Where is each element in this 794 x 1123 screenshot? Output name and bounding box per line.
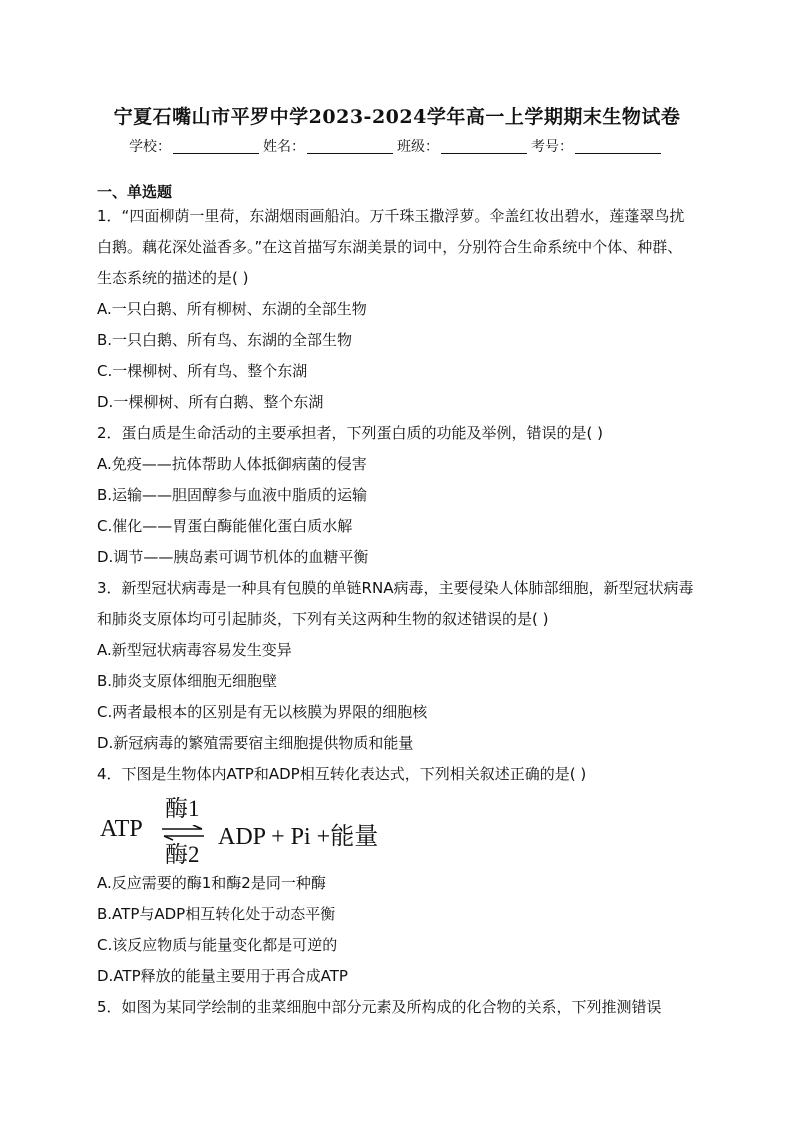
student-info-line — [0, 136, 794, 156]
question-4-stem: 4．下图是生物体内ATP和ADP相互转化表达式，下列相关叙述正确的是( ) — [97, 765, 587, 783]
question-1-option-b: B.一只白鹅、所有鸟、东湖的全部生物 — [97, 331, 353, 349]
name-label: 姓名： — [263, 139, 305, 155]
class-blank — [441, 139, 527, 154]
school-blank — [173, 139, 259, 154]
name-blank — [307, 139, 393, 154]
question-4-option-b: B.ATP与ADP相互转化处于动态平衡 — [97, 905, 336, 923]
question-1-option-c: C.一棵柳树、所有鸟、整个东湖 — [97, 362, 308, 380]
exam-number-blank — [575, 139, 661, 154]
question-2-stem: 2．蛋白质是生命活动的主要承担者，下列蛋白质的功能及举例，错误的是( ) — [97, 424, 604, 442]
question-2-option-b: B.运输——胆固醇参与血液中脂质的运输 — [97, 486, 368, 504]
question-3-option-b: B.肺炎支原体细胞无细胞壁 — [97, 672, 278, 690]
question-2-option-c: C.催化——胃蛋白酶能催化蛋白质水解 — [97, 517, 353, 535]
question-5-stem: 5．如图为某同学绘制的韭菜细胞中部分元素及所构成的化合物的关系，下列推测错误 — [97, 998, 662, 1016]
question-1-option-d: D.一棵柳树、所有白鹅、整个东湖 — [97, 393, 324, 411]
question-3-stem: 3．新型冠状病毒是一种具有包膜的单链RNA病毒，主要侵染人体肺部细胞，新型冠状病毒和肺炎支原体均可引起肺炎，下列有关这两种生物的叙述错误的是( ) — [97, 579, 694, 628]
question-2-option-a: A.免疫——抗体帮助人体抵御病菌的侵害 — [97, 455, 367, 473]
section-heading: 一、单选题 — [97, 183, 173, 201]
question-1-stem: 1．“四面柳荫一里荷，东湖烟雨画船泊。万千珠玉撒浮萝。伞盖红妆出碧水，莲蓬翠鸟扰白鹅。藕花深处溢香多。”在这首描写东湖美景的词中，分别符合生命系统中个体、种群、生态系统的描述的是( ) — [97, 207, 685, 287]
question-3-option-a: A.新型冠状病毒容易发生变异 — [97, 641, 292, 659]
question-2-option-d: D.调节——胰岛素可调节机体的血糖平衡 — [97, 548, 369, 566]
formula-enzyme-bottom: 酶2 — [165, 842, 200, 867]
class-label: 班级： — [397, 139, 439, 155]
question-4-option-a: A.反应需要的酶1和酶2是同一种酶 — [97, 874, 326, 892]
formula-enzyme-top: 酶1 — [165, 796, 200, 821]
questions-area — [97, 201, 697, 1023]
exam-number-label: 考号： — [531, 139, 573, 155]
formula-products: ADP + Pi +能量 — [218, 824, 379, 850]
atp-adp-formula — [97, 796, 697, 867]
question-4-option-c: C.该反应物质与能量变化都是可逆的 — [97, 936, 338, 954]
formula-atp: ATP — [100, 816, 143, 842]
question-4-option-d: D.ATP释放的能量主要用于再合成ATP — [97, 967, 348, 985]
school-label: 学校： — [129, 139, 171, 155]
question-1-option-a: A.一只白鹅、所有柳树、东湖的全部生物 — [97, 300, 367, 318]
page-title: 宁夏石嘴山市平罗中学2023-2024学年高一上学期期末生物试卷 — [113, 106, 681, 128]
question-3-option-c: C.两者最根本的区别是有无以核膜为界限的细胞核 — [97, 703, 428, 721]
question-3-option-d: D.新冠病毒的繁殖需要宿主细胞提供物质和能量 — [97, 734, 414, 752]
